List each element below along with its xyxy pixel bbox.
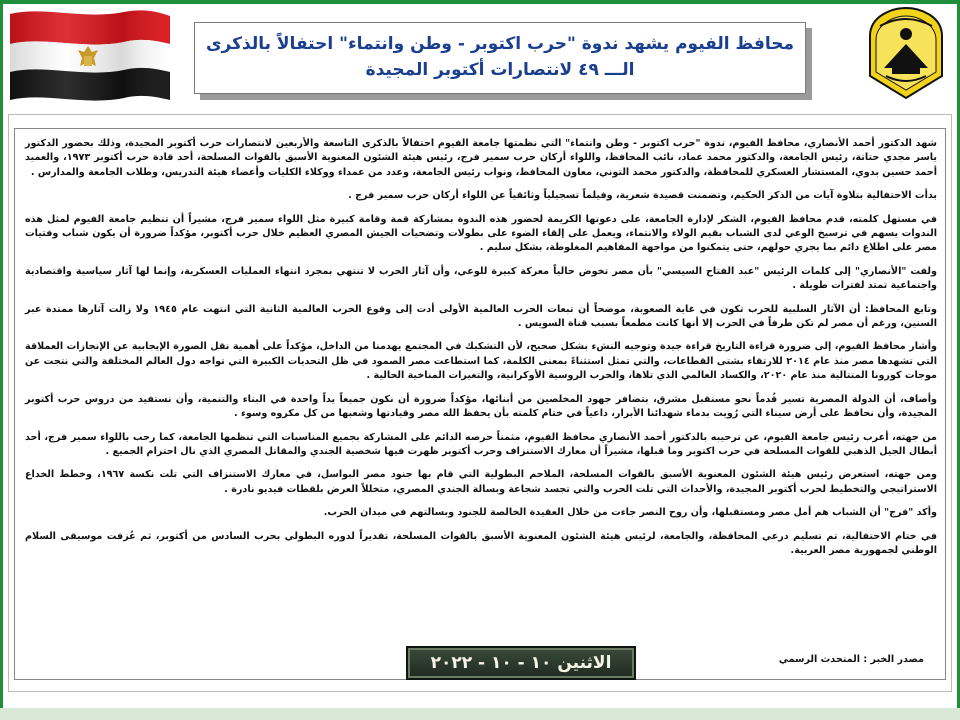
paragraph: في ختام الاحتفالية، تم تسليم درعي المحافظة، والجامعة، لرئيس هيئة الشئون المعنوية الأسبق بالقوات المسلحة، تقديراً لدوره البطولي بحرب السادس من أكتوبر، ثم عُزفت موسيقى السلام الوطني لجمهورية مصر العربية. (25, 530, 937, 556)
headline-line-1: محافظ الفيوم يشهد ندوة "حرب اكتوبر - وطن وانتماء" احتفالاً بالذكرى (205, 34, 795, 54)
paragraph: ولفت "الأنصاري" إلى كلمات الرئيس "عبد الفتاح السيسي" بأن مصر تخوض حالياً معركة كبيرة للوعي، وأن آثار الحرب لا تنتهي بمجرد انتهاء العمليات العسكرية، وإنما لها آثار سياسية واقتصادية واجتماعية تمتد لفترات طويلة . (25, 265, 937, 292)
paragraph: وأضاف، أن الدولة المصرية تسير قُدماً نحو مستقبل مشرق، بتضافر جهود المخلصين من أبنائها، مؤكداً ضرورة أن نكون جميعاً يداً واحدة في البناء والتنمية، وأن نستفيد من دروس حرب أكتوبر المجيدة، وأن نحافظ على أرض سيناء التي رُويت بدماء شهدائنا الأبرار، داعياً في ختام كلمته بأن يحفظ الله مصر وقيادتها وشعبها من كل مكروه وسوء . (25, 393, 937, 420)
article-footer (14, 646, 946, 680)
paragraph: وأكد "فرج" أن الشباب هم أمل مصر ومستقبلها، وأن روح النصر جاءت من خلال العقيدة الخالصة للجنود وبسالتهم في ميدان الحرب. (323, 507, 937, 519)
paragraph: في مستهل كلمته، قدم محافظ الفيوم، الشكر لإدارة الجامعة، على دعوتها الكريمة لحضور هذه الندوة بمشاركة قمة وقامة كبيرة مثل اللواء سمير فرج، مشيراً أن تنظيم جامعة الفيوم لمثل هذه الندوات يسهم في ترسيخ الوعي لدى الشباب بقيم الولاء والانتماء، ويعمل على إلقاء الضوء على بطولات وتضحيات الجيش المصري العظيم خلال حرب أكتوبر، مؤكداً ضرورة أن يكون شباب وفتيات مصر على اطلاع دائم بما يجري حولهم، حتى يتمكنوا من مواجهة المفاهيم المغلوطة، بشكل سليم . (25, 213, 937, 254)
fayoum-governorate-logo (862, 6, 950, 100)
paragraph: وأشار محافظ الفيوم، إلى ضرورة قراءة التاريخ قراءة جيدة وتوجيه النشء بشكل صحيح، لأن التشكيك في المجتمع يهدمنا من الداخل، مؤكداً على أهمية نقل الصورة الإيجابية عن الإنجازات العملاقة التي تشهدها مصر منذ عام ٢٠١٤ للارتقاء بشتى القطاعات، والتي تمثل استثناءً بمعنى الكلمة، كما استطاعت مصر الصمود في ظل التحديات الكبيرة التي تواجه دول العالم المختلفة والتي نتجت عن موجات كورونا المتتالية منذ عام ٢٠٢٠، والكساد العالمي الذي تلاها، والحرب الروسية الأوكرانية، والتغيرات المناخية الحالية . (25, 341, 937, 382)
article-body (14, 128, 946, 680)
egypt-flag-icon (4, 6, 174, 104)
paragraph: من جهته، أعرب رئيس جامعة الفيوم، عن ترحيبه بالدكتور أحمد الأنصاري محافظ الفيوم، مثمناً حرصه الدائم على المشاركة بجميع المناسبات التي تنظمها الجامعة، كما رحب باللواء سمير فرج، أحد أبطال الجيل الذهبي للقوات المسلحة في حرب اكتوبر وما قبلها، مشيراً أن معارك الاستنزاف وحرب أكتوبر ظهرت فيها شخصية الجندي والمقاتل المصري الذي نال احترام الجميع . (25, 431, 937, 457)
news-source: مصدر الخبر : المتحدث الرسمي (778, 654, 924, 665)
headline-line-2: الـــ ٤٩ لانتصارات أكتوبر المجيدة (365, 60, 635, 80)
bottom-bar (0, 708, 960, 720)
paragraph: ومن جهته، استعرض رئيس هيئة الشئون المعنوية الأسبق بالقوات المسلحة، الملاحم البطولية التي قام بها جنود مصر البواسل، في معارك الاستنزاف التي تلت نكسة ١٩٦٧، وخطط الخداع الاستراتيجي والتخطيط لحرب أكتوبر المجيدة، والأحداث التي تلت الحرب والتي تجسد شجاعة وبسالة الجندي المصري، متخللاً العرض بلقطات فيديو نادرة . (25, 469, 937, 495)
date-badge: الاثنين ١٠ - ١٠ - ٢٠٢٢ (406, 646, 636, 680)
paragraph: بدأت الاحتفالية بتلاوة آيات من الذكر الحكيم، وتضمنت قصيدة شعرية، وفيلماً تسجيلياً وثائقياً عن اللواء أركان حرب سمير فرج . (348, 190, 937, 202)
paragraph: وتابع المحافظ: أن الآثار السلبية للحرب تكون في غاية الصعوبة، موضحاً أن تبعات الحرب العالمية الأولى أدت إلى وقوع الحرب العالمية الثانية التي انتهت عام ١٩٤٥ ولا زالت آثارها ممتدة عبر السنين، ورغم أن مصر لم تكن طرفاً في الحرب إلا أنها كانت مطمعاً بسبب قناة السويس . (25, 303, 937, 330)
paragraph: شهد الدكتور أحمد الأنصاري، محافظ الفيوم، ندوة "حرب اكتوبر - وطن وانتماء" التي نظمتها جامعة الفيوم احتفالاً بالذكرى التاسعة والأربعين لانتصارات حرب أكتوبر المجيدة، وذلك بحضور الدكتور ياسر مجدي حتاتة، رئيس الجامعة، والدكتور محمد عماد، نائب المحافظ، واللواء أركان حرب سمير فرج، رئيس هيئة الشئون المعنوية الأسبق بالقوات المسلحة، أحد قادة حرب أكتوبر ١٩٧٣، والعميد أحمد حسين بدوي، المستشار العسكري للمحافظة، والدكتور محمد التوني، معاون المحافظ، ونواب رئيس الجامعة، وعدد من عمداء ووكلاء الكليات وأعضاء هيئة التدريس، وطلاب الجامعة والمدارس . (25, 138, 937, 178)
headline-box (194, 22, 806, 94)
